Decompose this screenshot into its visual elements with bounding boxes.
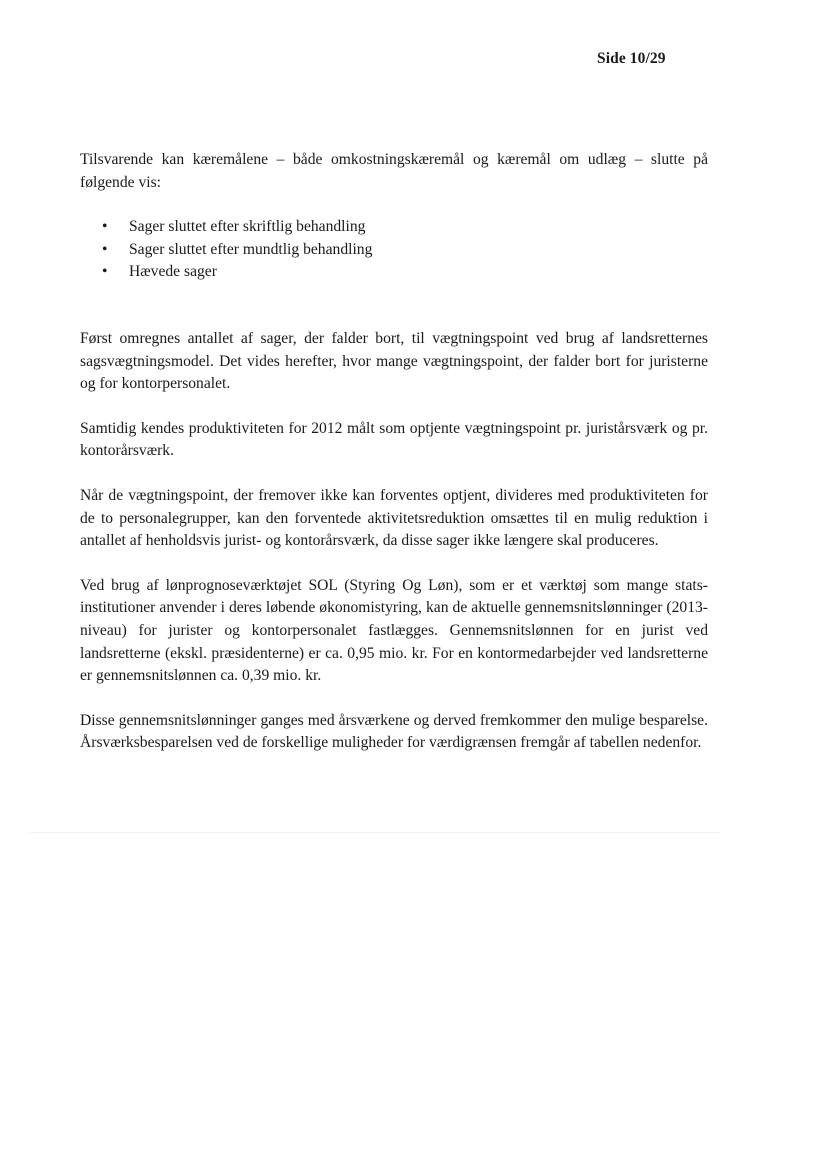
list-item-text: Sager sluttet efter mundtlig behandling [129, 240, 373, 258]
paragraph: Først omregnes antallet af sager, der falder bort, til vægtningspoint ved brug af landsretternes sagsvægtningsmodel. Det vides herefter, hvor mange vægtningspoint, der falder bort for juristerne og for kontorpersonalet. [80, 329, 708, 393]
document-body [80, 149, 708, 755]
list-item-text: Hævede sager [129, 263, 217, 281]
paragraph: Ved brug af lønprognoseværktøjet SOL (Styring Og Løn), som er et værktøj som mange statsinstitutioner anvender i deres løbende økonomistyring, kan de aktuelle gennemsnitslønninger (2013-niveau) for jurister og kontorpersonalet fastlægges. Gennemsnitslønnen for en jurist ved landsretterne (ekskl. præsidenterne) er ca. 0,95 mio. kr. For en kontormedarbejder ved landsretterne er gennemsnitslønnen ca. 0,39 mio. kr. [80, 576, 708, 685]
list-item [80, 261, 708, 284]
page-number: Side 10/29 [597, 50, 666, 67]
bullet-icon: • [102, 218, 108, 236]
intro-paragraph: Tilsvarende kan kæremålene – både omkostningskæremål og kæremål om udlæg – slutte på følgende vis: [80, 151, 708, 191]
list-item [80, 216, 708, 239]
list-item-text: Sager sluttet efter skriftlig behandling [129, 218, 366, 236]
paragraph: Samtidig kendes produktiviteten for 2012 målt som optjente vægtningspoint pr. juristårsværk og pr. kontorårsværk. [80, 419, 708, 460]
paragraph: Når de vægtningspoint, der fremover ikke kan forventes optjent, divideres med produktiviteten for de to personalegrupper, kan den forventede aktivitetsreduktion omsættes til en mulig reduktion i antallet af henholdsvis jurist- og kontorårsværk, da disse sager ikke længere skal produceres. [80, 486, 708, 550]
paragraph: Disse gennemsnitslønninger ganges med årsværkene og derved fremkommer den mulige besparelse. Årsværksbesparelsen ved de forskellige muligheder for værdigrænsen fremgår af tabellen nedenfor. [80, 711, 708, 752]
list-item [80, 239, 708, 262]
bullet-icon: • [102, 240, 108, 258]
bullet-icon: • [102, 263, 108, 281]
page-divider [30, 832, 720, 833]
bullet-list [80, 216, 708, 284]
